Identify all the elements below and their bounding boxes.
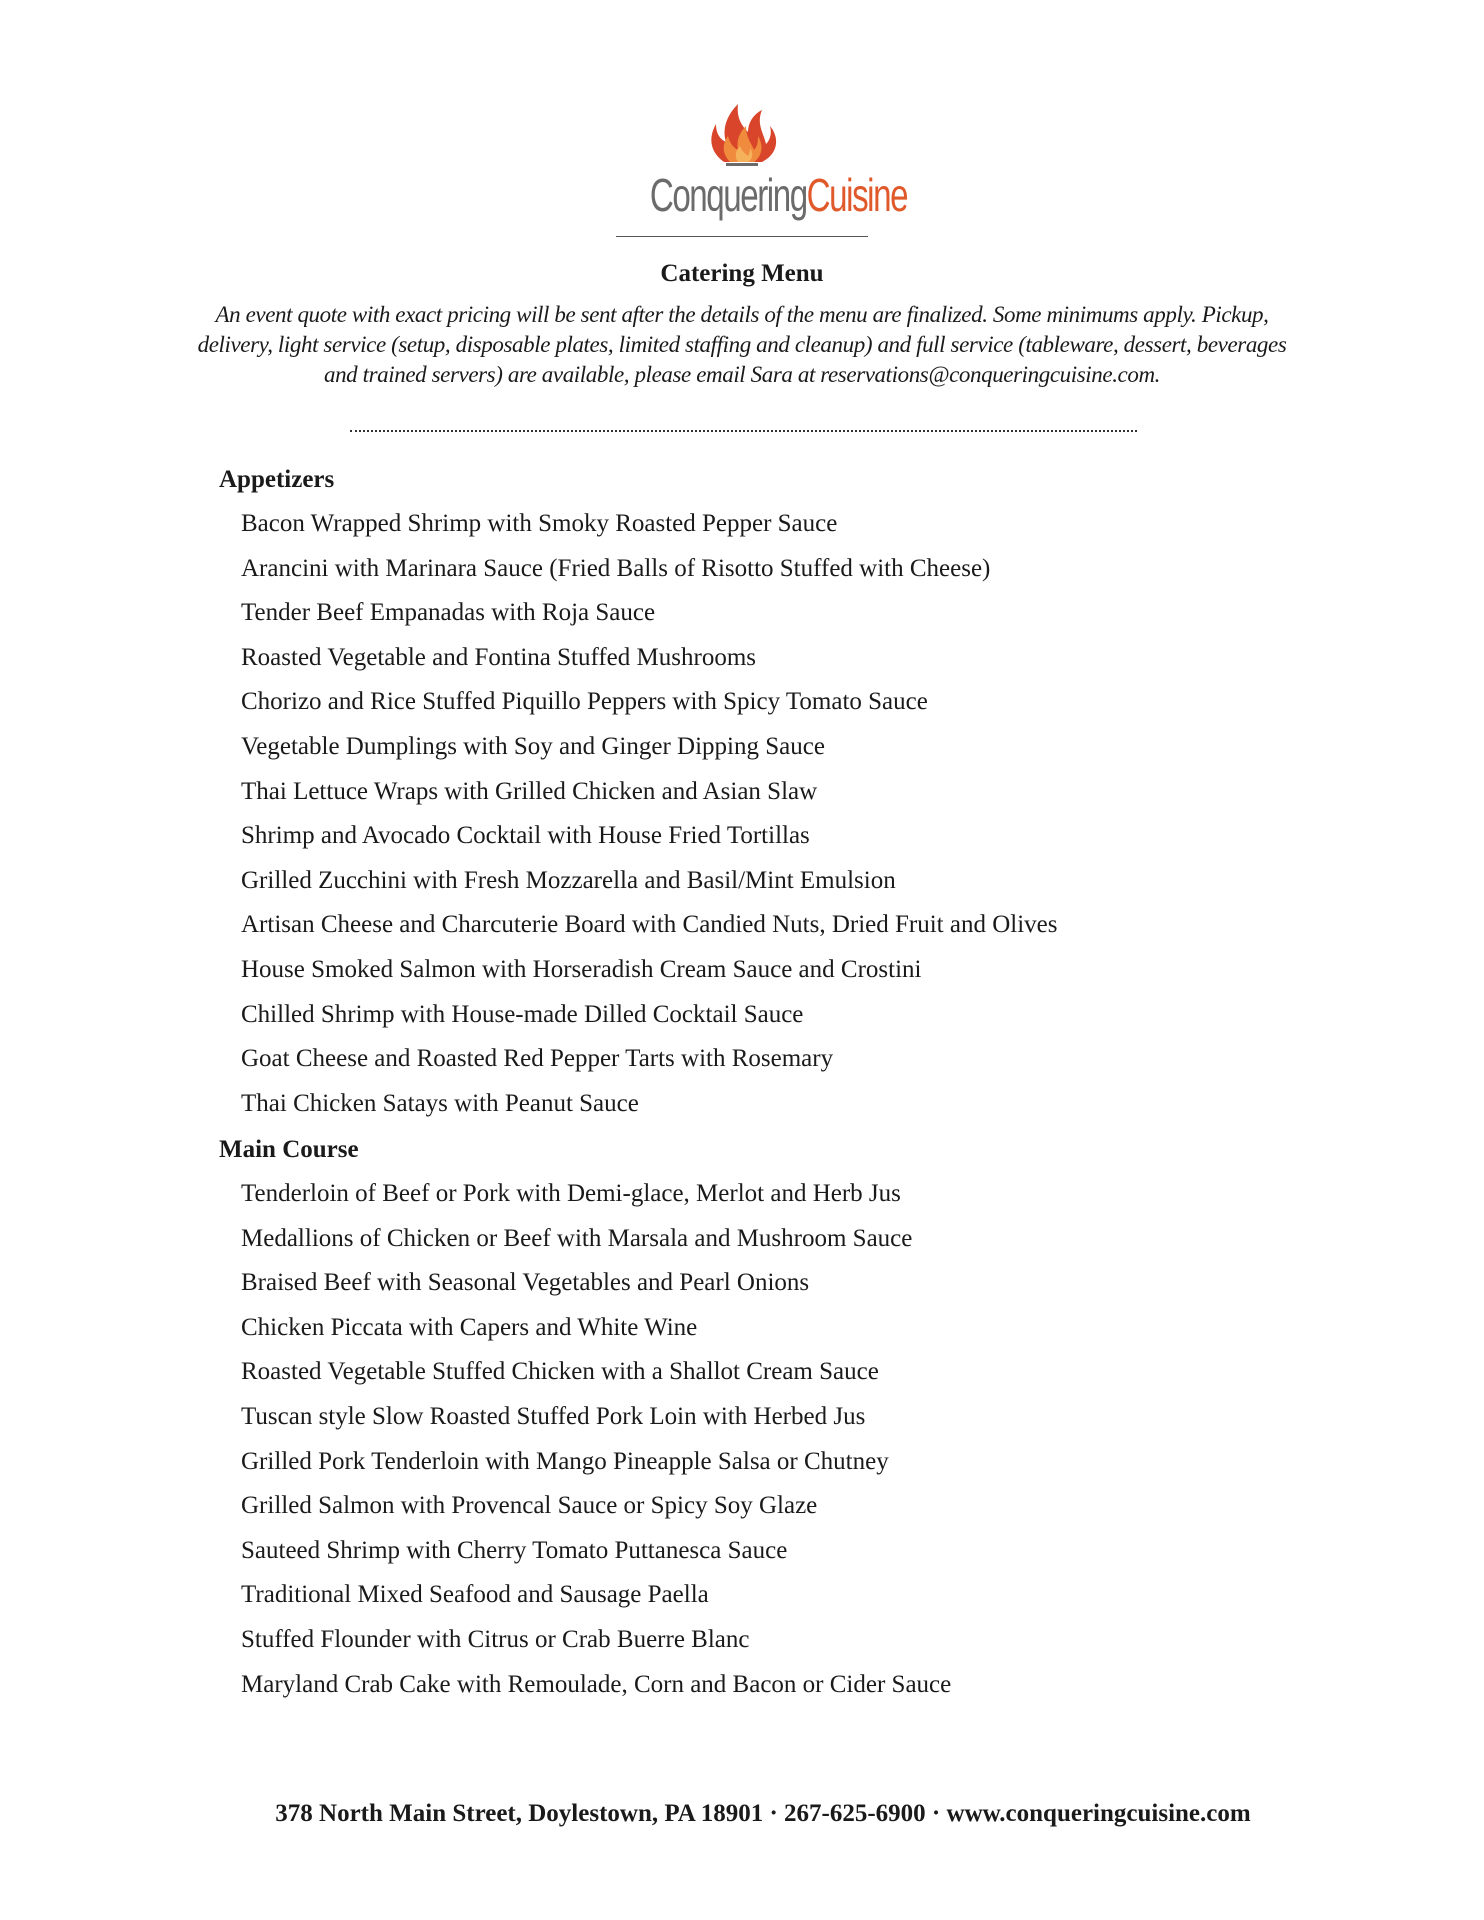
intro-paragraph: An event quote with exact pricing will be sent after the details of the menu are finalized. Some minimums apply. Pickup, delivery, light service (setup, disposable plates, limited staffing and cleanup) and full service (tableware, dessert, beverages and trained servers) are available, please email Sara at reservations@conqueringcuisine.com. <box>197 302 1287 387</box>
menu-item: Medallions of Chicken or Beef with Marsala and Mushroom Sauce <box>241 1224 913 1252</box>
menu-item: Arancini with Marinara Sauce (Fried Balls of Risotto Stuffed with Cheese) <box>241 554 991 582</box>
menu-item: Grilled Pork Tenderloin with Mango Pineapple Salsa or Chutney <box>241 1447 889 1475</box>
dotted-divider <box>350 430 1137 432</box>
menu-item: Chicken Piccata with Capers and White Wine <box>241 1313 698 1341</box>
appetizers-list <box>241 502 1057 1126</box>
menu-item: Tenderloin of Beef or Pork with Demi-glace, Merlot and Herb Jus <box>241 1180 901 1207</box>
menu-item: Tuscan style Slow Roasted Stuffed Pork Loin with Herbed Jus <box>241 1402 866 1430</box>
menu-item: Tender Beef Empanadas with Roja Sauce <box>241 599 656 627</box>
page-title: Catering Menu <box>660 260 824 287</box>
brand-primary: Conquering <box>649 169 807 221</box>
menu-item: Thai Lettuce Wraps with Grilled Chicken and Asian Slaw <box>241 777 818 805</box>
menu-item: Vegetable Dumplings with Soy and Ginger Dipping Sauce <box>241 732 825 760</box>
menu-item: Goat Cheese and Roasted Red Pepper Tarts with Rosemary <box>241 1045 834 1073</box>
brand-accent: Cuisine <box>806 169 908 221</box>
menu-item: Stuffed Flounder with Citrus or Crab Buerre Blanc <box>241 1625 750 1653</box>
menu-item: Artisan Cheese and Charcuterie Board with Candied Nuts, Dried Fruit and Olives <box>241 911 1058 939</box>
brand-wordmark <box>649 169 908 221</box>
menu-item: Shrimp and Avocado Cocktail with House Fried Tortillas <box>241 822 810 850</box>
main-course-list <box>241 1172 951 1707</box>
menu-item: Braised Beef with Seasonal Vegetables and Pearl Onions <box>241 1269 810 1297</box>
logo-underline <box>616 236 868 237</box>
menu-item: Chorizo and Rice Stuffed Piquillo Peppers with Spicy Tomato Sauce <box>241 688 928 716</box>
menu-item: Grilled Salmon with Provencal Sauce or Spicy Soy Glaze <box>241 1492 818 1520</box>
menu-item: House Smoked Salmon with Horseradish Cream Sauce and Crostini <box>241 955 922 983</box>
menu-item: Traditional Mixed Seafood and Sausage Paella <box>241 1581 709 1609</box>
section-title-appetizers: Appetizers <box>219 466 335 493</box>
menu-item: Bacon Wrapped Shrimp with Smoky Roasted Pepper Sauce <box>241 510 838 537</box>
menu-item: Sauteed Shrimp with Cherry Tomato Puttanesca Sauce <box>241 1536 788 1564</box>
menu-item: Chilled Shrimp with House-made Dilled Cocktail Sauce <box>241 1000 804 1028</box>
brand-logo <box>614 100 908 240</box>
menu-item: Grilled Zucchini with Fresh Mozzarella and Basil/Mint Emulsion <box>241 866 896 894</box>
menu-item: Roasted Vegetable Stuffed Chicken with a Shallot Cream Sauce <box>241 1358 879 1386</box>
footer-contact: 378 North Main Street, Doylestown, PA 18901 · 267-625-6900 · www.conqueringcuisine.com <box>275 1800 1251 1827</box>
menu-item: Thai Chicken Satays with Peanut Sauce <box>241 1089 639 1117</box>
section-title-main-course: Main Course <box>219 1136 359 1163</box>
menu-item: Roasted Vegetable and Fontina Stuffed Mushrooms <box>241 643 756 671</box>
menu-item: Maryland Crab Cake with Remoulade, Corn and Bacon or Cider Sauce <box>241 1670 952 1698</box>
